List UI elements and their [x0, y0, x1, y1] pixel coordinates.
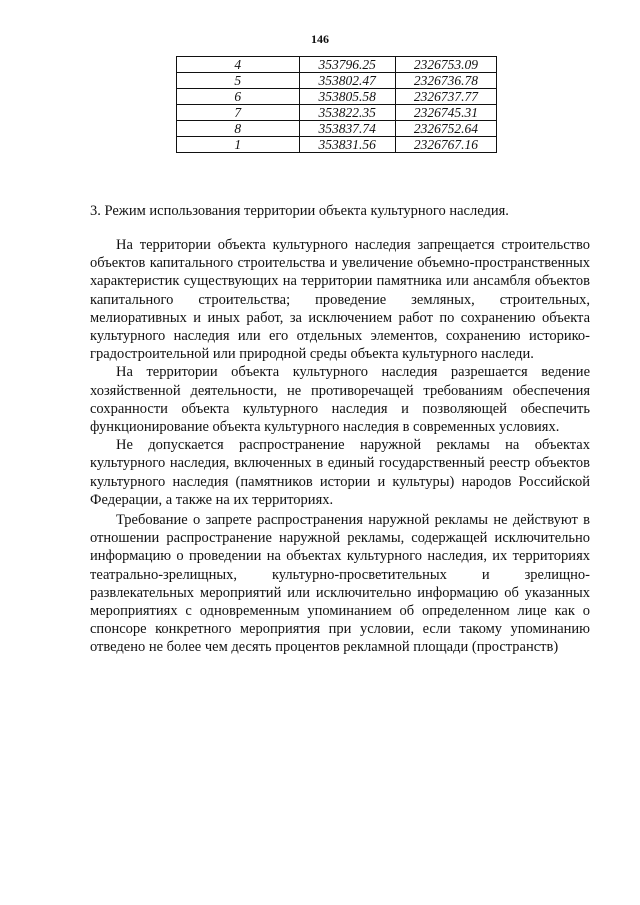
coordinate-y: 2326745.31	[395, 105, 496, 121]
point-number: 6	[177, 89, 300, 105]
coordinate-x: 353802.47	[299, 73, 395, 89]
paragraph-prohibitions: На территории объекта культурного наследия запрещается строительство объектов капитального строительства и увеличение объемно-пространственных характеристик существующих на территории памятника или ансамбля объектов капитального строительства; проведение земляных, строительных, мелиоративных и иных работ, за исключением работ по сохранению объекта культурного наследия или его отдельных элементов, сохранению историко-градостроительной или природной среды объекта культурного наследи.	[90, 237, 590, 363]
paragraph-advertising-ban: Не допускается распространение наружной рекламы на объектах культурного наследия, включенных в единый государственный реестр объектов культурного наследия (памятников истории и культуры) народов Российской Федерации, а также на их территориях.	[90, 437, 590, 508]
table-row	[177, 57, 497, 73]
coordinates-table	[176, 56, 497, 153]
point-number: 4	[177, 57, 300, 73]
table-row	[177, 137, 497, 153]
coordinate-y: 2326752.64	[395, 121, 496, 137]
point-number: 5	[177, 73, 300, 89]
coordinate-y: 2326753.09	[395, 57, 496, 73]
coordinate-y: 2326736.78	[395, 73, 496, 89]
coordinate-x: 353796.25	[299, 57, 395, 73]
table-row	[177, 89, 497, 105]
table-row	[177, 105, 497, 121]
table-row	[177, 121, 497, 137]
coordinate-y: 2326737.77	[395, 89, 496, 105]
table-row	[177, 73, 497, 89]
coordinate-x: 353831.56	[299, 137, 395, 153]
point-number: 8	[177, 121, 300, 137]
coordinate-x: 353822.35	[299, 105, 395, 121]
paragraph-advertising-exception: Требование о запрете распространения наружной рекламы не действуют в отношении распространение наружной рекламы, содержащей исключительно информацию о проведении на объектах культурного наследия, их территориях театрально-зрелищных, культурно-просветительных и зрелищно-развлекательных мероприятий или исключительно информацию об указанных мероприятиях с одновременным упоминанием об определенном лице как о спонсоре конкретного мероприятия при условии, если такому упоминанию отведено не более чем десять процентов рекламной площади (пространств)	[90, 512, 590, 656]
coordinate-x: 353805.58	[299, 89, 395, 105]
body-text	[90, 236, 590, 657]
point-number: 7	[177, 105, 300, 121]
coordinate-y: 2326767.16	[395, 137, 496, 153]
page-number: 146	[311, 32, 329, 46]
section-heading: 3. Режим использования территории объекта культурного наследия.	[90, 203, 509, 219]
paragraph-permissions: На территории объекта культурного наследия разрешается ведение хозяйственной деятельности, не противоречащей требованиям обеспечения сохранности объекта культурного наследия и позволяющей обеспечить функционирование объекта культурного наследия в современных условиях.	[90, 364, 590, 436]
point-number: 1	[177, 137, 300, 153]
coordinate-x: 353837.74	[299, 121, 395, 137]
